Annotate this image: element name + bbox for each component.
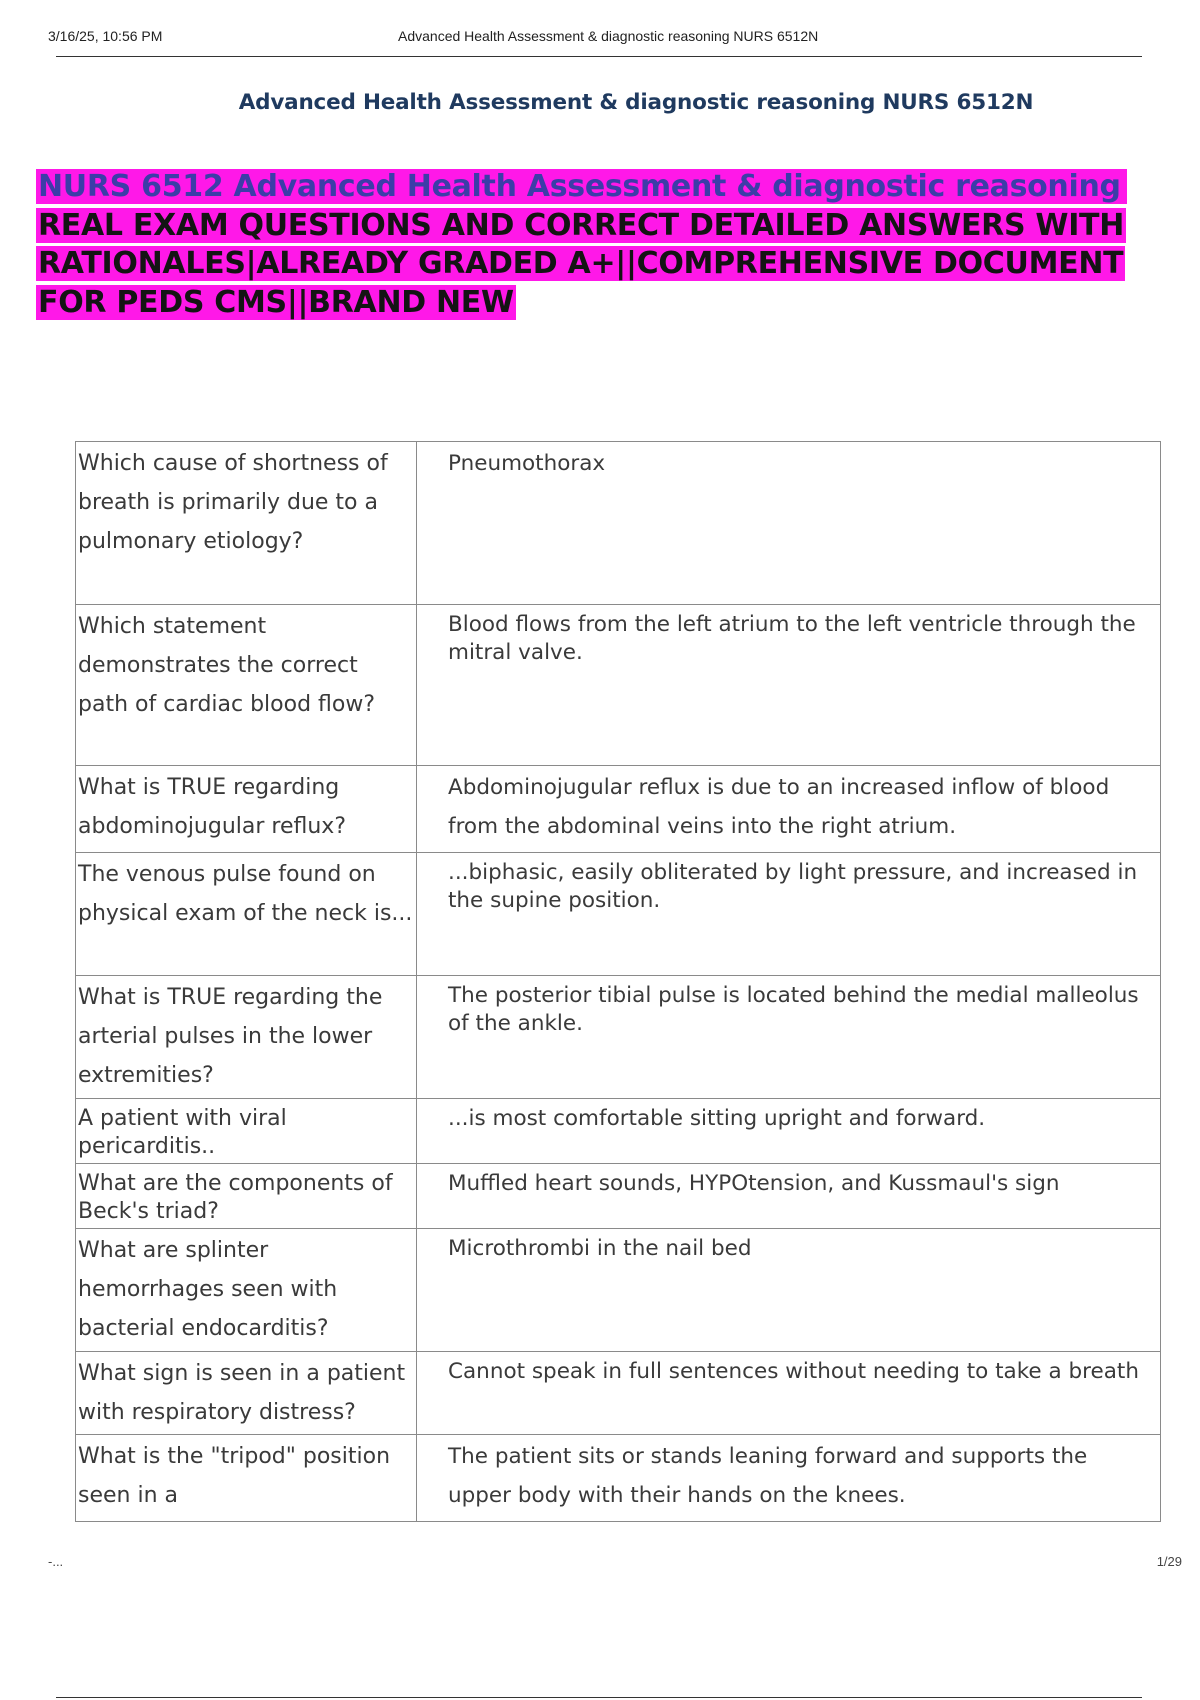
table-row xyxy=(76,442,1161,605)
answer-cell: Blood flows from the left atrium to the left ventricle through the mitral valve. xyxy=(417,605,1161,766)
question-cell: What is the "tripod" position seen in a xyxy=(76,1435,417,1522)
question-cell: The venous pulse found on physical exam of the neck is... xyxy=(76,853,417,976)
answer-cell: ...is most comfortable sitting upright and forward. xyxy=(417,1099,1161,1164)
question-cell: What are the components of Beck's triad? xyxy=(76,1164,417,1229)
table-row xyxy=(76,1099,1161,1164)
question-cell: Which statement demonstrates the correct path of cardiac blood flow? xyxy=(76,605,417,766)
table-row xyxy=(76,1435,1161,1522)
table-row xyxy=(76,766,1161,853)
answer-cell: Abdominojugular reflux is due to an increased inflow of blood from the abdominal veins into the right atrium. xyxy=(417,766,1161,853)
question-cell: What sign is seen in a patient with respiratory distress? xyxy=(76,1352,417,1435)
table-row xyxy=(76,1352,1161,1435)
page-title: Advanced Health Assessment & diagnostic reasoning NURS 6512N xyxy=(238,90,1034,115)
banner-course-title: NURS 6512 Advanced Health Assessment & diagnostic reasoning xyxy=(38,169,1121,204)
answer-cell: Microthrombi in the nail bed xyxy=(417,1229,1161,1352)
answer-cell: Cannot speak in full sentences without needing to take a breath xyxy=(417,1352,1161,1435)
question-cell: What is TRUE regarding abdominojugular reflux? xyxy=(76,766,417,853)
table-row xyxy=(76,1229,1161,1352)
question-cell: What is TRUE regarding the arterial pulses in the lower extremities? xyxy=(76,976,417,1099)
bottom-divider xyxy=(56,1697,1142,1698)
table-row xyxy=(76,976,1161,1099)
footer-url: -... xyxy=(48,1554,64,1569)
qa-table xyxy=(75,441,1161,1522)
answer-cell: The posterior tibial pulse is located behind the medial malleolus of the ankle. xyxy=(417,976,1161,1099)
banner-description-text: REAL EXAM QUESTIONS AND CORRECT DETAILED ANSWERS WITH RATIONALES|ALREADY GRADED A+||COMPREHENSIVE DOCUMENT FOR PEDS CMS||BRAND NEW xyxy=(38,207,1125,320)
table-row xyxy=(76,1164,1161,1229)
answer-cell: Pneumothorax xyxy=(417,442,1161,605)
print-doc-title: Advanced Health Assessment & diagnostic reasoning NURS 6512N xyxy=(398,28,819,44)
answer-cell: The patient sits or stands leaning forward and supports the upper body with their hands on the knees. xyxy=(417,1435,1161,1522)
question-cell: A patient with viral pericarditis.. xyxy=(76,1099,417,1164)
table-row xyxy=(76,605,1161,766)
header-divider xyxy=(56,56,1142,57)
answer-cell: Muffled heart sounds, HYPOtension, and Kussmaul's sign xyxy=(417,1164,1161,1229)
answer-cell: ...biphasic, easily obliterated by light pressure, and increased in the supine position. xyxy=(417,853,1161,976)
table-row xyxy=(76,853,1161,976)
question-cell: What are splinter hemorrhages seen with bacterial endocarditis? xyxy=(76,1229,417,1352)
print-datetime: 3/16/25, 10:56 PM xyxy=(48,28,163,44)
page-number: 1/29 xyxy=(1156,1554,1182,1569)
title-banner xyxy=(36,168,1166,322)
question-cell: Which cause of shortness of breath is primarily due to a pulmonary etiology? xyxy=(76,442,417,605)
